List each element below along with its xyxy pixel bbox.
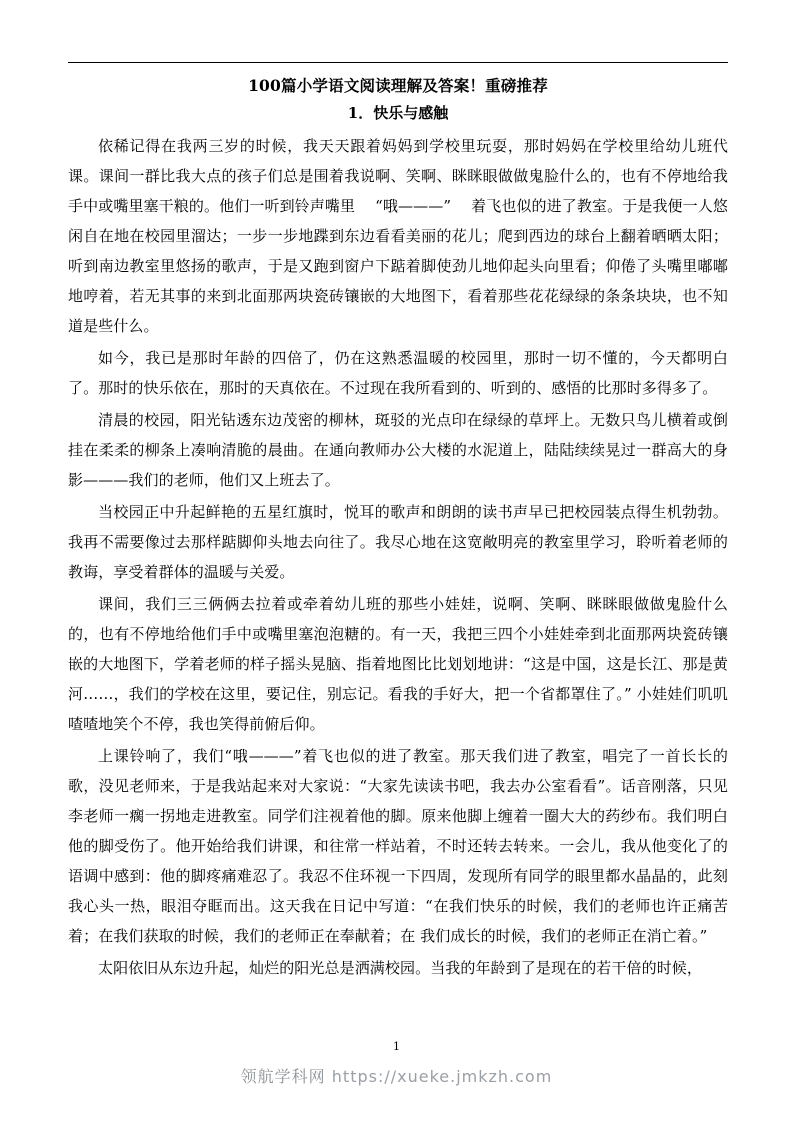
header-divider <box>68 62 728 63</box>
paragraph: 当校园正中升起鲜艳的五星红旗时，悦耳的歌声和朗朗的读书声早已把校园装点得生机勃勃。我再不需要像过去那样踮脚仰头地去向往了。我尽心地在这宽敞明亮的教室里学习，聆听着老师的教诲，享受着群体的温暖与关爱。 <box>68 503 728 582</box>
paragraph: 上课铃响了，我们“哦———”着飞也似的进了教室。那天我们进了教室，唱完了一首长长的歌，没见老师来，于是我站起来对大家说：“大家先读读书吧，我去办公室看看”。话音刚落，只见李老师一瘸一拐地走进教室。同学们注视着他的脚。原来他脚上缠着一圈大大的药纱布。我们明白他的脚受伤了。他开始给我们讲课，和往常一样站着，不时还转去转来。一会儿，我从他变化了的语调中感到：他的脚疼痛难忍了。我忍不住环视一下四周，发现所有同学的眼里都水晶晶的，此刻我心头一热，眼泪夺眶而出。这天我在日记中写道：“在我们快乐的时候，我们的老师也许正痛苦着；在我们获取的时候，我们的老师正在奉献着；在 我们成长的时候，我们的老师正在消亡着。” <box>68 747 728 946</box>
document-body <box>68 74 728 985</box>
paragraph: 太阳依旧从东边升起，灿烂的阳光总是洒满校园。当我的年龄到了是现在的若干倍的时候， <box>98 959 703 978</box>
section-title: 1．快乐与感触 <box>347 104 449 123</box>
site-brand: 领航学科网 <box>240 1067 326 1086</box>
paragraph: 课间，我们三三俩俩去拉着或牵着幼儿班的那些小娃娃，说啊、笑啊、眯眯眼做做鬼脸什么的，也有不停地给他们手中或嘴里塞泡泡糖的。有一天，我把三四个小娃娃牵到北面那两块瓷砖镶嵌的大地图下，学着老师的样子摇头晃脑、指着地图比比划划地讲：“这是中国，这是长江、那是黄河……，我们的学校在这里，要记住，别忘记。看我的手好大，把一个省都罩住了。” 小娃娃们叽叽喳喳地笑个不停，我也笑得前俯后仰。 <box>68 595 728 734</box>
paragraph: 依稀记得在我两三岁的时候，我天天跟着妈妈到学校里玩耍，那时妈妈在学校里给幼儿班代课。课间一群比我大点的孩子们总是围着我说啊、笑啊、眯眯眼做做鬼脸什么的，也有不停地给我手中或嘴里塞干粮的。他们一听到铃声嘴里 “哦———” 着飞也似的进了教室。于是我便一人悠闲自在地在校园里溜达；一步一步地蹀到东边看看美丽的花儿；爬到西边的球台上翻着晒晒太阳；听到南边教室里悠扬的歌声，于是又跑到窗户下踮着脚使劲儿地仰起头向里看；仰倦了头嘴里嘟嘟地哼着，若无其事的来到北面那两块瓷砖镶嵌的大地图下，看着那些花花绿绿的条条块块，也不知道是些什么。 <box>68 137 728 336</box>
page-title: 100篇小学语文阅读理解及答案！重磅推荐 <box>248 76 548 95</box>
paragraph: 清晨的校园，阳光钻透东边茂密的柳林，斑驳的光点印在绿绿的草坪上。无数只鸟儿横着或倒挂在柔柔的柳条上凑响清脆的晨曲。在通向教师办公大楼的水泥道上，陆陆续续晃过一群高大的身影———我们的老师，他们又上班去了。 <box>68 411 728 490</box>
footer-watermark <box>0 1064 793 1087</box>
paragraph: 如今，我已是那时年龄的四倍了，仍在这熟悉温暖的校园里，那时一切不懂的，今天都明白了。那时的快乐依在，那时的天真依在。不过现在我所看到的、听到的、感悟的比那时多得多了。 <box>68 349 728 398</box>
page-number: 1 <box>393 1040 400 1053</box>
site-url: https://xueke.jmkzh.com <box>331 1067 553 1086</box>
